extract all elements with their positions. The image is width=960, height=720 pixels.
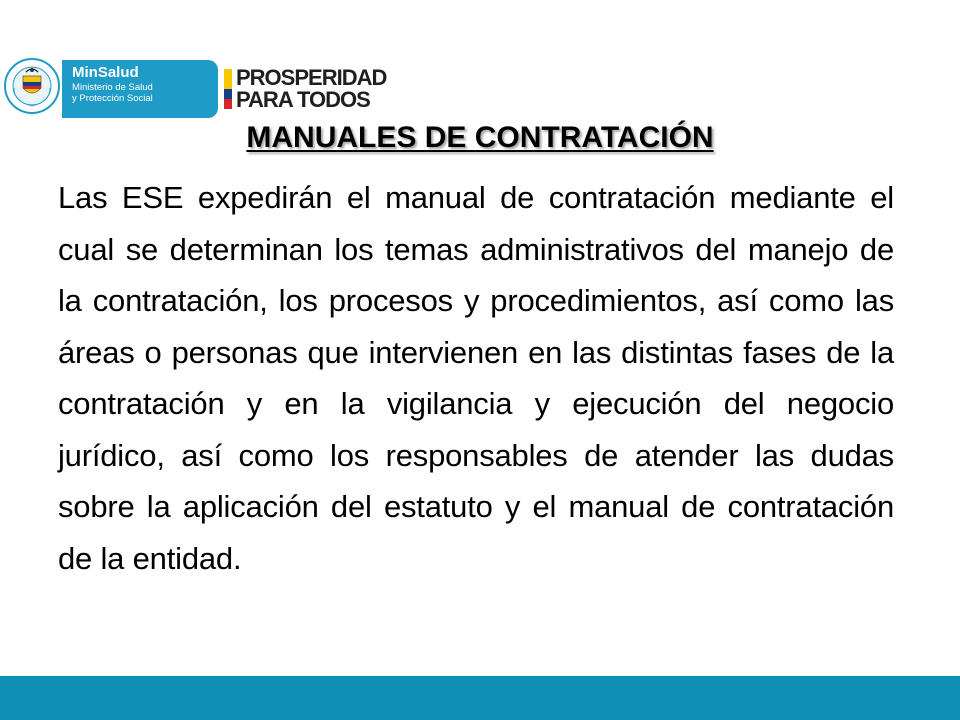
slogan-line1: PROSPERIDAD bbox=[236, 65, 387, 90]
slide-title: MANUALES DE CONTRATACIÓN bbox=[246, 121, 714, 154]
slogan-line2: PARA TODOS bbox=[236, 87, 370, 112]
prosperidad-logo bbox=[224, 67, 404, 113]
colombia-seal-icon bbox=[4, 58, 60, 114]
header-logos bbox=[0, 55, 420, 121]
minsalud-logo bbox=[62, 60, 218, 118]
minsalud-brand: MinSalud bbox=[72, 64, 139, 81]
footer-bar bbox=[0, 676, 960, 720]
colombia-flag-icon bbox=[224, 69, 232, 109]
minsalud-line2: y Protección Social bbox=[72, 93, 153, 104]
slide-body-text: Las ESE expedirán el manual de contratación mediante el cual se determinan los temas administrativos del manejo de la contratación, los procesos y procedimientos, así como las áreas o personas que intervienen en las distintas fases de la contratación y en la vigilancia y ejecución del negocio jurídico, así como los responsables de atender las dudas sobre la aplicación del estatuto y el manual de contratación de la entidad. bbox=[58, 180, 894, 576]
minsalud-line1: Ministerio de Salud bbox=[72, 82, 153, 93]
